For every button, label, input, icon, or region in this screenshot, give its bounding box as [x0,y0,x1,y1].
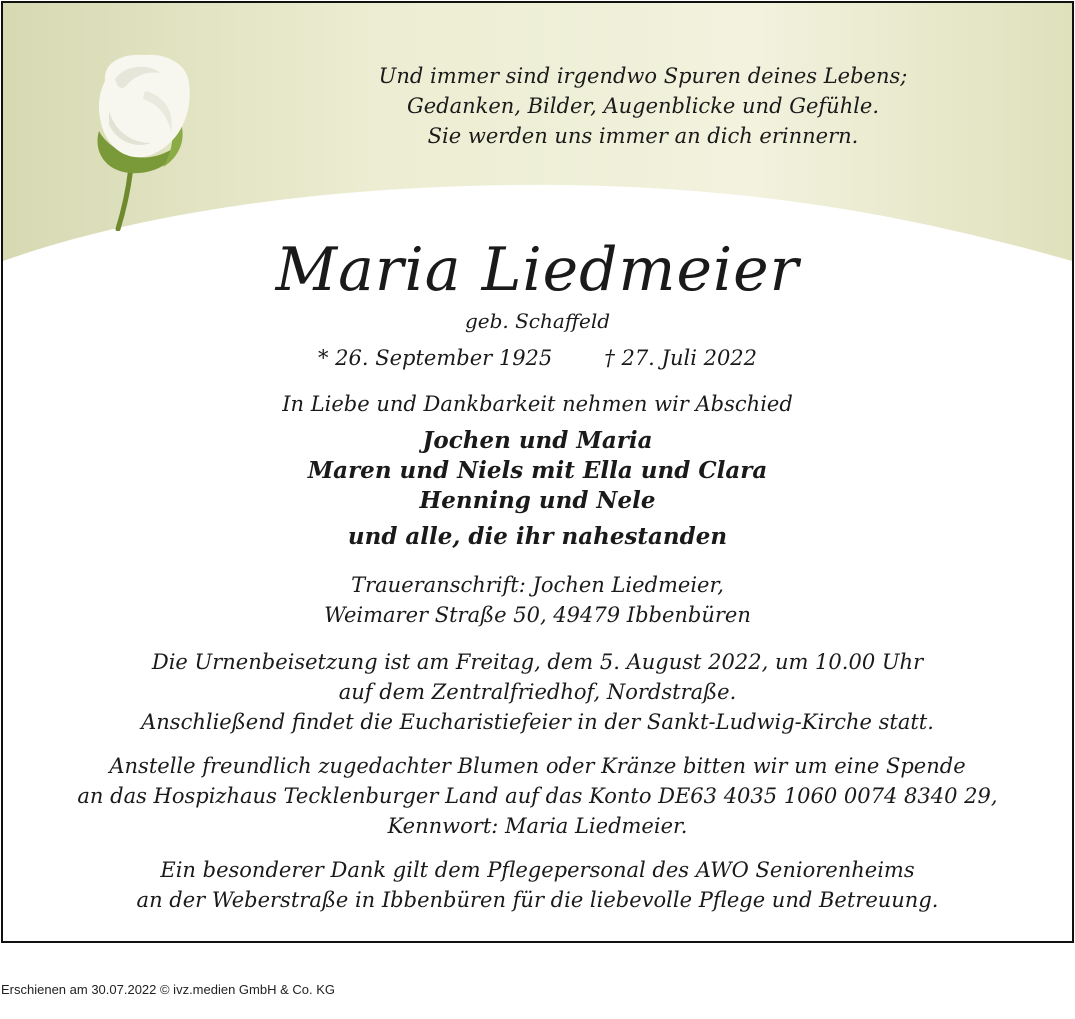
all-relatives: und alle, die ihr nahestanden [347,523,728,550]
family-names [3,426,1072,516]
family-line: Jochen und Maria [422,427,653,454]
burial-line: auf dem Zentralfriedhof, Nordstraße. [338,680,737,704]
deceased-name: Maria Liedmeier [275,235,800,305]
donation-line: Kennwort: Maria Liedmeier. [387,814,688,838]
burial-line: Die Urnenbeisetzung ist am Freitag, dem 5. August 2022, um 10.00 Uhr [151,650,924,674]
address-line: Traueranschrift: Jochen Liedmeier, [351,573,724,597]
address-line: Weimarer Straße 50, 49479 Ibbenbüren [324,603,751,627]
donation-info [3,751,1072,841]
family-line: Maren und Niels mit Ella und Clara [307,457,768,484]
farewell-intro: In Liebe und Dankbarkeit nehmen wir Abschied [282,392,793,416]
mourning-address [3,570,1072,630]
white-rose-icon [85,51,215,231]
memorial-quote [233,61,1053,151]
thanks-line: Ein besonderer Dank gilt dem Pflegepersonal des AWO Seniorenheims [160,858,915,882]
life-dates [3,346,1072,370]
burial-line: Anschließend findet die Eucharistiefeier in der Sankt-Ludwig-Kirche statt. [141,710,934,734]
quote-line: Gedanken, Bilder, Augenblicke und Gefühle. [406,94,880,118]
obituary-card [1,1,1074,943]
quote-line: Und immer sind irgendwo Spuren deines Lebens; [378,64,908,88]
quote-line: Sie werden uns immer an dich erinnern. [427,124,859,148]
donation-line: Anstelle freundlich zugedachter Blumen oder Kränze bitten wir um eine Spende [109,754,966,778]
birth-date: * 26. September 1925 [317,346,553,370]
thanks-line: an der Weberstraße in Ibbenbüren für die liebevolle Pflege und Betreuung. [136,888,939,912]
family-line: Henning und Nele [419,487,656,514]
death-date: † 27. Juli 2022 [604,346,758,370]
special-thanks [3,855,1072,915]
publication-footer: Erschienen am 30.07.2022 © ivz.medien GmbH & Co. KG [1,982,336,997]
burial-info [3,647,1072,737]
maiden-name: geb. Schaffeld [464,309,611,333]
donation-line: an das Hospizhaus Tecklenburger Land auf das Konto DE63 4035 1060 0074 8340 29, [77,784,998,808]
